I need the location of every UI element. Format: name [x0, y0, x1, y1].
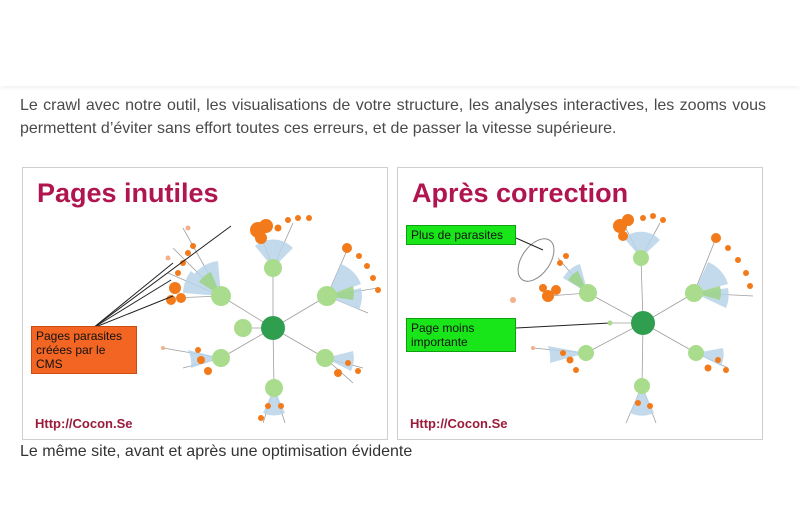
intro-paragraph: Le crawl avec notre outil, les visualisations de votre structure, les analyses interactives, les zooms vous permettent d’éviter sans effort toutes ces erreurs, et de passer la vitesse supérieure. [20, 97, 766, 137]
figure-caption: Le même site, avant et après une optimisation évidente [20, 443, 413, 460]
top-bar [0, 0, 800, 86]
figure-title: Après correction [412, 178, 629, 208]
figure-url: Http://Cocon.Se [410, 416, 508, 431]
figure-after [397, 167, 763, 440]
figure-before [22, 167, 388, 440]
callout-less-important-page: Page moins importante [406, 318, 516, 352]
callout-cms-pages: Pages parasites créées par le CMS [31, 326, 137, 374]
figure-url: Http://Cocon.Se [35, 416, 133, 431]
figure-title: Pages inutiles [37, 178, 219, 208]
callout-no-parasites: Plus de parasites [406, 225, 516, 245]
